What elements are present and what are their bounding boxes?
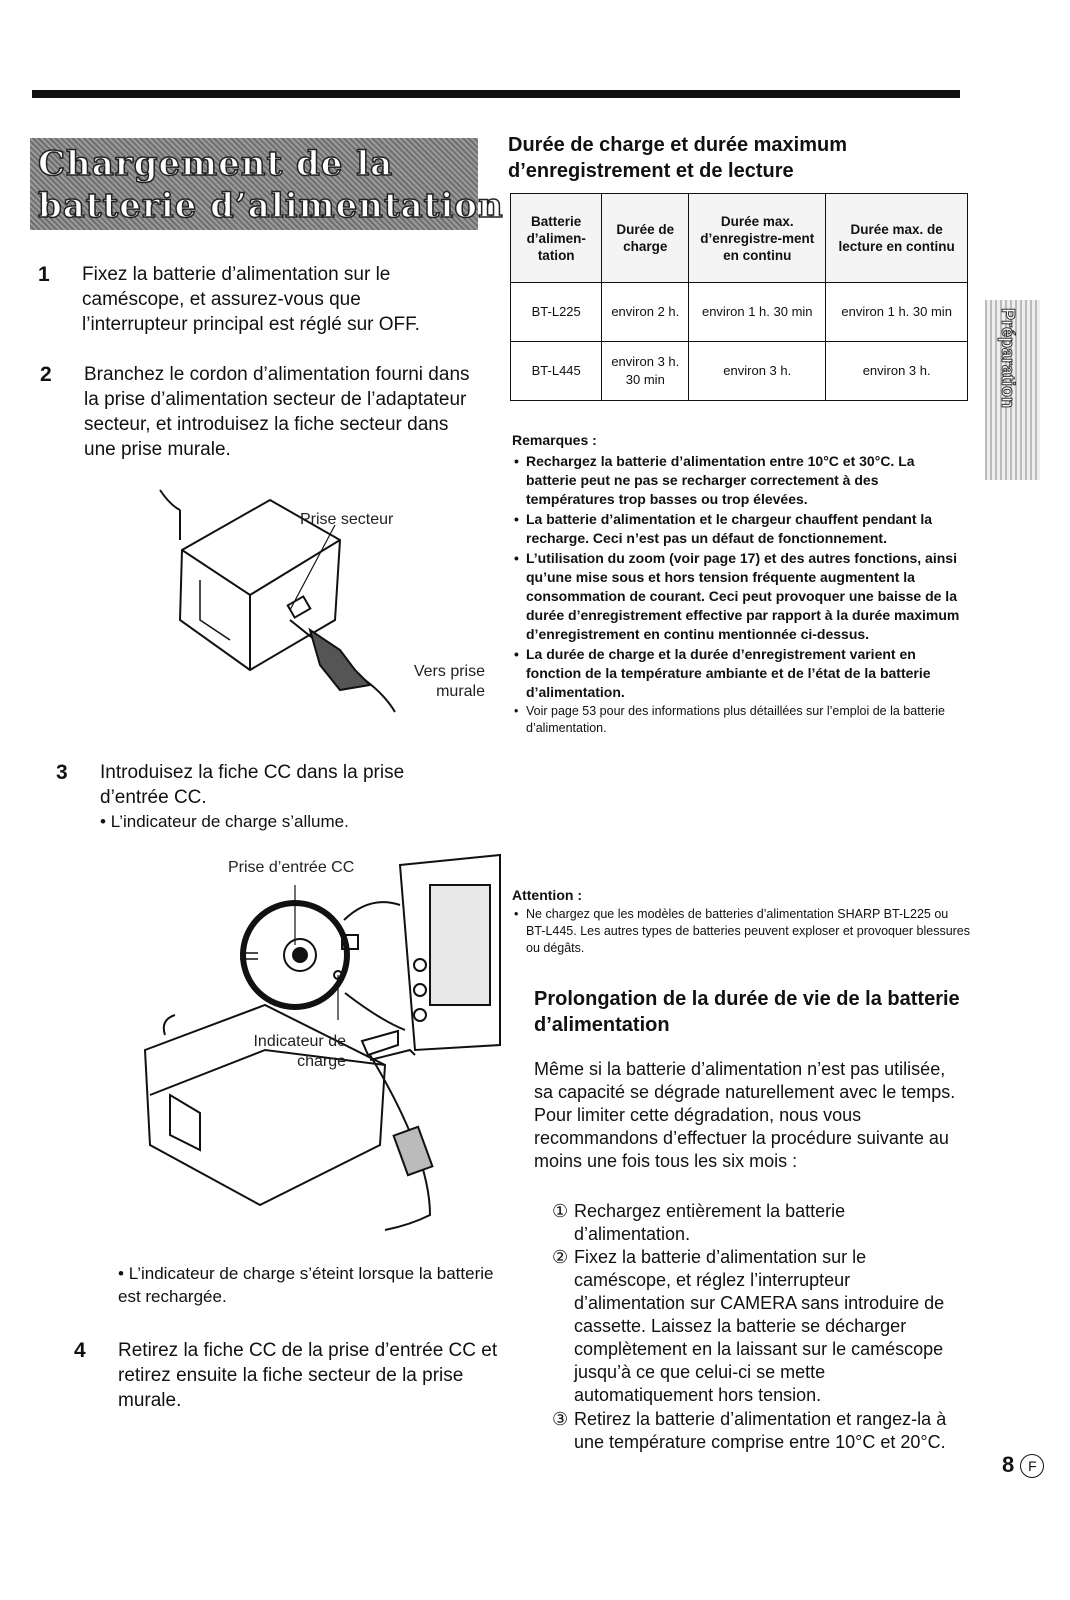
top-rule [32,90,960,98]
section-banner [30,138,504,230]
table-cell: environ 1 h. 30 min [826,283,968,342]
step-text: Retirez la fiche CC de la prise d’entrée CC et retirez ensuite la fiche secteur de la prise murale. [118,1340,498,1411]
heading-prolongation: Prolongation de la durée de vie de la batterie d’alimentation [534,988,960,1036]
label-vers-prise-murale: Vers prise murale [413,663,485,700]
step-3 [56,760,470,810]
remarques-list [514,452,964,738]
label-indicateur-de-charge: Indicateur de charge [253,1033,346,1070]
step-text: Branchez le cordon d’alimentation fourni dans la prise d’alimentation secteur de l’adaptateur secteur, et introduisez la fiche secteur dans une prise murale. [84,364,470,460]
step-number: 4 [74,1339,86,1362]
list-item: • Ne chargez que les modèles de batteries d’alimentation SHARP BT-L225 ou BT-L445. Les autres types de batteries peuvent exploser et provoquer blessures ou dégâts. [514,906,970,957]
list-item: • La durée de charge et la durée d’enregistrement varient en fonction de la température ambiante et de l’état de la batterie d’alimentation. [514,645,964,702]
bullet-text: L’indicateur de charge s’allume. [110,812,349,831]
step-1 [38,262,462,337]
remarques-title: Remarques : [512,432,597,448]
step-number: 2 [40,363,52,386]
list-item: • La batterie d’alimentation et le chargeur chauffent pendant la recharge. Ceci n’est pas un défaut de fonctionnement. [514,510,964,548]
table-row [511,283,968,342]
label-prise-secteur: Prise secteur [300,511,394,528]
attention-title: Attention : [512,887,582,903]
table-cell: environ 1 h. 30 min [689,283,826,342]
substep-3 [552,1408,964,1454]
page-number-value: 8 [1002,1452,1015,1477]
table-header-cell: Durée max. d’enregistre-ment en continu [689,194,826,283]
table-cell: environ 3 h. [689,342,826,401]
table-cell: environ 3 h. [826,342,968,401]
step-4 [74,1338,498,1413]
step-number: 1 [38,263,50,286]
language-badge-icon: F [1020,1454,1044,1478]
substep-mark: ② [552,1247,569,1267]
substep-text: Retirez la batterie d’alimentation et rangez-la à une température comprise entre 10°C et 20°C. [574,1409,947,1452]
table-row [511,342,968,401]
list-item: • Rechargez la batterie d’alimentation entre 10°C et 30°C. La batterie peut ne pas se recharger correctement à des températures trop basses ou trop élevées. [514,452,964,509]
substep-2 [552,1246,964,1407]
list-item: • Voir page 53 pour des informations plus détaillées sur l’emploi de la batterie d’alimentation. [514,703,964,737]
table-cell: environ 3 h. 30 min [602,342,689,401]
substep-mark: ③ [552,1409,569,1429]
page-number [1002,1452,1044,1478]
charge-time-table [510,193,968,401]
banner-line-2: batterie d’alimentation [38,186,504,226]
side-tab-preparation [985,300,1040,480]
label-prise-entree-cc: Prise d’entrée CC [228,859,355,876]
prolongation-paragraph: Même si la batterie d’alimentation n’est pas utilisée, sa capacité se dégrade naturellement avec le temps. Pour limiter cette dégradation, nous vous recommandons d’effectuer la procédure suivante au moins une fois tous les six mois : [534,1059,956,1171]
after-figure-bullet: • L’indicateur de charge s’éteint lorsque la batterie est rechargée. [118,1264,494,1306]
substep-1 [552,1200,964,1246]
table-cell: environ 2 h. [602,283,689,342]
step-text: Fixez la batterie d’alimentation sur le caméscope, et assurez-vous que l’interrupteur principal est réglé sur OFF. [82,264,420,335]
substep-mark: ① [552,1201,569,1221]
substep-text: Rechargez entièrement la batterie d’alimentation. [574,1201,846,1244]
table-header-cell: Batterie d’alimen-tation [511,194,602,283]
heading-duree-charge: Durée de charge et durée maximum d’enregistrement et de lecture [508,134,848,182]
step-3-bullet: • L’indicateur de charge s’allume. [100,812,349,831]
step-number: 3 [56,761,68,784]
table-header-cell: Durée de charge [602,194,689,283]
step-text: Introduisez la fiche CC dans la prise d’entrée CC. [100,762,405,808]
attention-list [514,906,970,958]
list-item: • L’utilisation du zoom (voir page 17) et des autres fonctions, ainsi qu’une mise sous et hors tension fréquente augmentent la consommation de courant. Ceci peut provoquer une baisse de la durée d’enregistrement effective par rapport à la durée maximum d’enregistrement en continu mentionnée ci-dessus. [514,549,964,644]
table-header-cell: Durée max. de lecture en continu [826,194,968,283]
table-cell: BT-L445 [511,342,602,401]
step-2 [40,362,474,462]
table-header-row [511,194,968,283]
table-cell: BT-L225 [511,283,602,342]
bullet-text: L’indicateur de charge s’éteint lorsque la batterie est rechargée. [118,1264,494,1306]
side-tab-label: Préparation [998,308,1018,409]
substep-text: Fixez la batterie d’alimentation sur le caméscope, et réglez l’interrupteur d’alimentation sur CAMERA sans introduire de cassette. Laissez la batterie se décharger complètement en la laissant sur le caméscope jusqu’à ce que celui-ci se mette automatiquement hors tension. [574,1247,945,1405]
banner-line-1: Chargement de la [38,144,394,184]
